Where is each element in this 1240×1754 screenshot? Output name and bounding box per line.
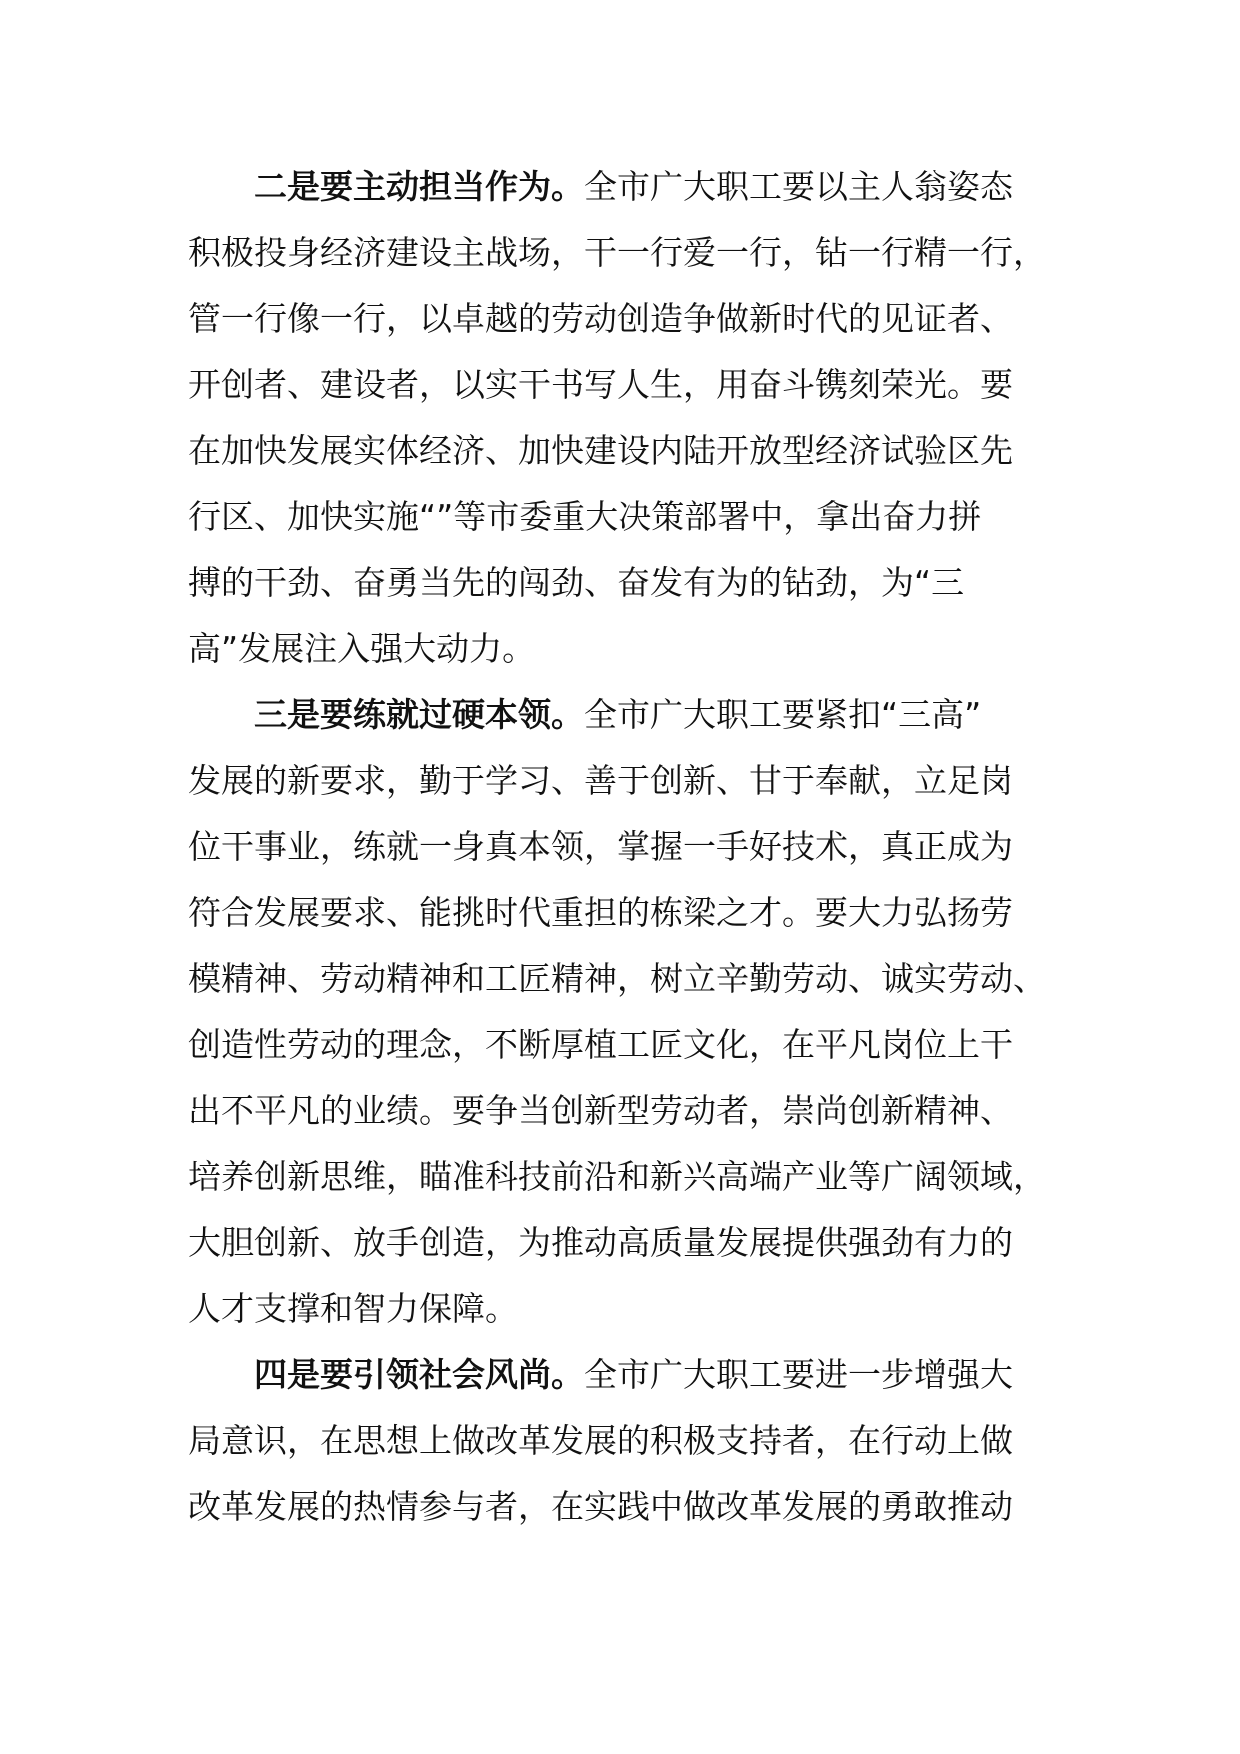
text-line: 局意识，在思想上做改革发展的积极支持者，在行动上做 — [188, 1421, 1013, 1460]
text-line: 发展的新要求，勤于学习、善于创新、甘于奉献，立足岗 — [188, 761, 1013, 800]
text-line: 培养创新思维，瞄准科技前沿和新兴高端产业等广阔领域， — [188, 1157, 1046, 1196]
paragraph-heading: 三是要练就过硬本领。 — [254, 695, 584, 734]
paragraph-heading: 二是要主动担当作为。 — [254, 167, 584, 206]
text-line: 高”发展注入强大动力。 — [188, 629, 536, 668]
text-line: 积极投身经济建设主战场，干一行爱一行，钻一行精一行， — [188, 233, 1046, 272]
text-line: 行区、加快实施“”等市委重大决策部署中，拿出奋力拼 — [188, 497, 982, 536]
text-line: 管一行像一行，以卓越的劳动创造争做新时代的见证者、 — [188, 299, 1013, 338]
paragraph-2 — [188, 154, 1060, 682]
paragraph-heading: 四是要引领社会风尚。 — [254, 1355, 584, 1394]
paragraph-first-line — [188, 682, 1060, 748]
text-line: 出不平凡的业绩。要争当创新型劳动者，崇尚创新精神、 — [188, 1091, 1013, 1130]
text-line: 在加快发展实体经济、加快建设内陆开放型经济试验区先 — [188, 431, 1013, 470]
paragraph-text: 全市广大职工要紧扣“三高” — [584, 695, 982, 734]
paragraph-text: 全市广大职工要以主人翁姿态 — [584, 167, 1013, 206]
text-line: 人才支撑和智力保障。 — [188, 1289, 518, 1328]
text-line: 大胆创新、放手创造，为推动高质量发展提供强劲有力的 — [188, 1223, 1013, 1262]
document-body — [188, 154, 1060, 1540]
text-line: 开创者、建设者，以实干书写人生，用奋斗镌刻荣光。要 — [188, 365, 1013, 404]
text-line: 符合发展要求、能挑时代重担的栋梁之才。要大力弘扬劳 — [188, 893, 1013, 932]
text-line: 模精神、劳动精神和工匠精神，树立辛勤劳动、诚实劳动、 — [188, 959, 1046, 998]
paragraph-4 — [188, 1342, 1060, 1540]
paragraph-3 — [188, 682, 1060, 1342]
paragraph-first-line — [188, 154, 1060, 220]
paragraph-text: 全市广大职工要进一步增强大 — [584, 1355, 1013, 1394]
text-line: 创造性劳动的理念，不断厚植工匠文化，在平凡岗位上干 — [188, 1025, 1013, 1064]
text-line: 搏的干劲、奋勇当先的闯劲、奋发有为的钻劲，为“三 — [188, 563, 965, 602]
paragraph-first-line — [188, 1342, 1060, 1408]
text-line: 改革发展的热情参与者，在实践中做改革发展的勇敢推动 — [188, 1487, 1013, 1526]
text-line: 位干事业，练就一身真本领，掌握一手好技术，真正成为 — [188, 827, 1013, 866]
